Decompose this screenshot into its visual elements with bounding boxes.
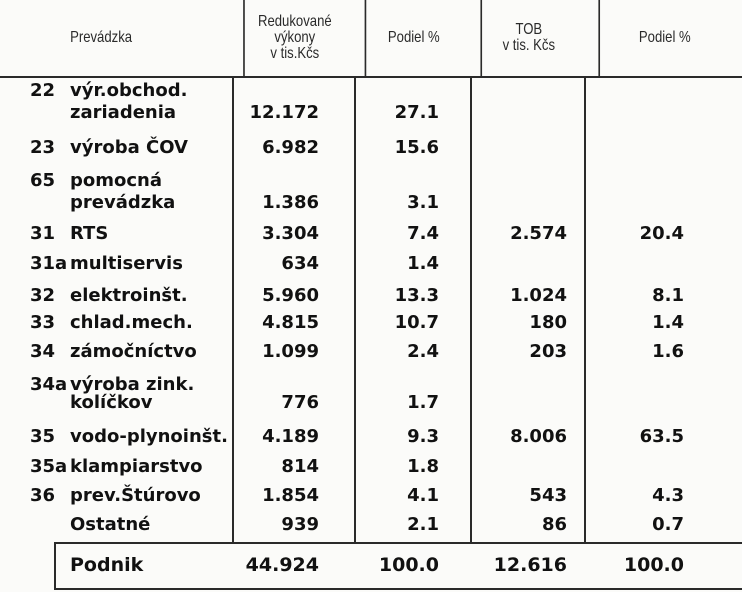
row-name-line1: pomocná xyxy=(70,170,163,191)
row-name-line1: Ostatné xyxy=(70,514,151,535)
row-podiel1: 1.7 xyxy=(407,392,439,413)
total-podiel1: 100.0 xyxy=(378,554,439,576)
row-podiel1: 27.1 xyxy=(394,102,439,123)
row-code: 22 xyxy=(30,80,56,101)
row-name-line1: zámočníctvo xyxy=(70,341,197,362)
header-tob: TOB v tis. Kčs xyxy=(480,0,575,78)
row-podiel2: 1.4 xyxy=(652,312,684,333)
row-redukovane: 6.982 xyxy=(262,137,319,158)
row-name-line1: RTS xyxy=(70,223,109,244)
col-rule-4 xyxy=(584,76,586,544)
row-redukovane: 1.386 xyxy=(262,192,319,213)
row-name-line2: kolíčkov xyxy=(70,392,153,413)
row-podiel1: 7.4 xyxy=(407,223,439,244)
row-podiel1: 1.4 xyxy=(407,253,439,274)
header-podiel-2: Podiel % xyxy=(598,0,729,78)
row-redukovane: 12.172 xyxy=(249,102,319,123)
row-tob: 203 xyxy=(529,341,567,362)
total-label: Podnik xyxy=(70,554,144,576)
row-name-line1: prev.Štúrovo xyxy=(70,485,201,506)
row-redukovane: 776 xyxy=(281,392,319,413)
row-tob: 86 xyxy=(541,514,567,535)
row-redukovane: 4.189 xyxy=(262,426,319,447)
row-tob: 8.006 xyxy=(510,426,567,447)
row-podiel1: 15.6 xyxy=(394,137,439,158)
row-podiel1: 3.1 xyxy=(407,192,439,213)
row-name-line2: prevádzka xyxy=(70,192,176,213)
row-redukovane: 814 xyxy=(281,456,319,477)
row-podiel1: 4.1 xyxy=(407,485,439,506)
row-code: 35 xyxy=(30,426,56,447)
row-podiel2: 63.5 xyxy=(639,426,684,447)
row-redukovane: 939 xyxy=(281,514,319,535)
row-redukovane: 4.815 xyxy=(262,312,319,333)
row-name-line1: výr.obchod. xyxy=(70,80,188,101)
header-bottom-rule xyxy=(0,76,742,78)
row-podiel2: 8.1 xyxy=(652,285,684,306)
row-podiel1: 2.1 xyxy=(407,514,439,535)
total-tob: 12.616 xyxy=(493,554,567,576)
row-tob: 180 xyxy=(529,312,567,333)
row-podiel2: 1.6 xyxy=(652,341,684,362)
row-code: 34a xyxy=(30,374,68,395)
row-podiel2: 0.7 xyxy=(652,514,684,535)
row-name-line2: zariadenia xyxy=(70,102,177,123)
row-code: 32 xyxy=(30,285,56,306)
row-name-line1: chlad.mech. xyxy=(70,312,193,333)
row-tob: 543 xyxy=(529,485,567,506)
footer-left-rule xyxy=(54,542,56,590)
row-code: 23 xyxy=(30,137,56,158)
row-podiel1: 10.7 xyxy=(394,312,439,333)
row-redukovane: 634 xyxy=(281,253,319,274)
row-name-line1: multiservis xyxy=(70,253,183,274)
row-tob: 1.024 xyxy=(510,285,567,306)
row-podiel1: 2.4 xyxy=(407,341,439,362)
col-rule-3 xyxy=(470,76,472,544)
row-name-line1: výroba ČOV xyxy=(70,137,188,158)
col-rule-2 xyxy=(354,76,356,544)
row-code: 31 xyxy=(30,223,56,244)
row-code: 65 xyxy=(30,170,56,191)
row-code: 36 xyxy=(30,485,56,506)
row-code: 35a xyxy=(30,456,68,477)
header-podiel-1: Podiel % xyxy=(365,0,462,78)
header-redukovane: Redukované výkony v tis.Kčs xyxy=(243,0,345,78)
row-name-line1: výroba zink. xyxy=(70,374,195,395)
row-podiel2: 20.4 xyxy=(639,223,684,244)
row-code: 31a xyxy=(30,253,68,274)
row-podiel1: 13.3 xyxy=(394,285,439,306)
total-podiel2: 100.0 xyxy=(623,554,684,576)
footer-bottom-rule xyxy=(54,588,742,590)
row-podiel1: 9.3 xyxy=(407,426,439,447)
total-redukovane: 44.924 xyxy=(245,554,319,576)
row-redukovane: 3.304 xyxy=(262,223,319,244)
row-name-line1: klampiarstvo xyxy=(70,456,203,477)
row-code: 34 xyxy=(30,341,56,362)
row-name-line1: elektroinšt. xyxy=(70,285,188,306)
row-tob: 2.574 xyxy=(510,223,567,244)
footer-top-rule xyxy=(54,542,742,544)
row-redukovane: 5.960 xyxy=(262,285,319,306)
row-redukovane: 1.854 xyxy=(262,485,319,506)
col-rule-1 xyxy=(232,76,234,544)
row-code: 33 xyxy=(30,312,56,333)
header-prevadzka: Prevádzka xyxy=(21,0,211,78)
row-name-line1: vodo-plynoinšt. xyxy=(70,426,228,447)
row-podiel2: 4.3 xyxy=(652,485,684,506)
row-redukovane: 1.099 xyxy=(262,341,319,362)
row-podiel1: 1.8 xyxy=(407,456,439,477)
